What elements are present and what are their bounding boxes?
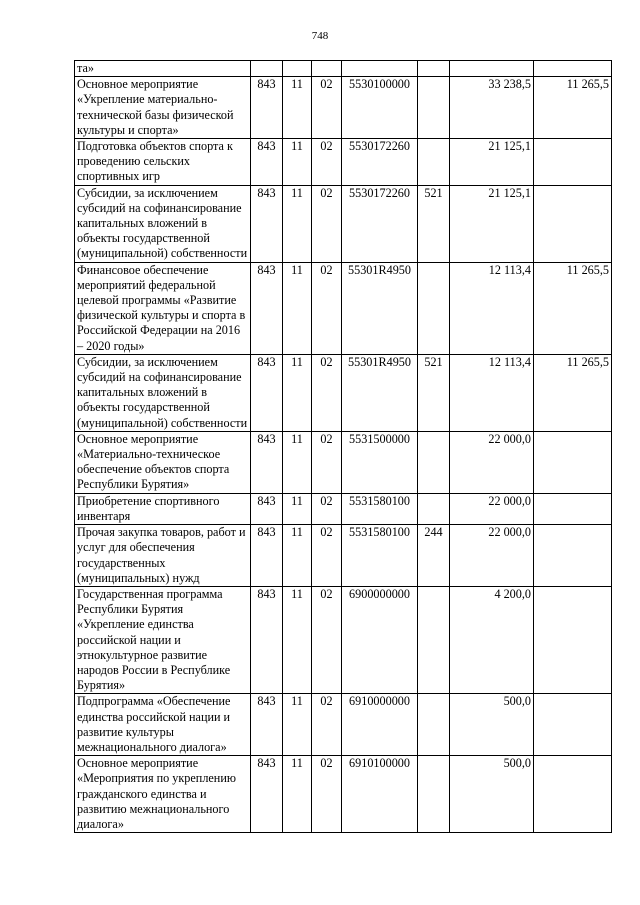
- cell-expense-type: 521: [418, 354, 450, 431]
- cell-name: та»: [75, 61, 251, 77]
- cell-admin-code: 843: [251, 586, 283, 693]
- cell-admin-code: 843: [251, 262, 283, 354]
- cell-target-article: [342, 61, 418, 77]
- cell-subsection: 02: [312, 586, 342, 693]
- cell-section: 11: [283, 354, 312, 431]
- cell-admin-code: 843: [251, 354, 283, 431]
- table-row: [75, 262, 612, 354]
- cell-section: 11: [283, 493, 312, 524]
- cell-amount-1: 22 000,0: [450, 431, 534, 493]
- table-row: [75, 586, 612, 693]
- cell-amount-2: [534, 493, 612, 524]
- cell-amount-2: 11 265,5: [534, 354, 612, 431]
- cell-expense-type: [418, 431, 450, 493]
- cell-subsection: 02: [312, 262, 342, 354]
- cell-admin-code: 843: [251, 694, 283, 756]
- cell-subsection: 02: [312, 694, 342, 756]
- cell-section: 11: [283, 586, 312, 693]
- cell-expense-type: [418, 262, 450, 354]
- cell-expense-type: [418, 586, 450, 693]
- cell-amount-1: 12 113,4: [450, 354, 534, 431]
- table-body: [75, 61, 612, 833]
- cell-expense-type: [418, 756, 450, 833]
- cell-amount-2: [534, 61, 612, 77]
- cell-name: Подготовка объектов спорта к проведению сельских спортивных игр: [75, 139, 251, 186]
- cell-amount-2: [534, 525, 612, 587]
- cell-amount-2: [534, 431, 612, 493]
- cell-name: Прочая закупка товаров, работ и услуг для обеспечения государственных (муниципальных) нужд: [75, 525, 251, 587]
- table-row: [75, 493, 612, 524]
- cell-admin-code: 843: [251, 185, 283, 262]
- cell-section: 11: [283, 525, 312, 587]
- cell-amount-1: 4 200,0: [450, 586, 534, 693]
- cell-admin-code: 843: [251, 756, 283, 833]
- cell-target-article: 5530172260: [342, 185, 418, 262]
- cell-name: Подпрограмма «Обеспечение единства российской нации и развитие культуры межнационального диалога»: [75, 694, 251, 756]
- cell-target-article: 6910000000: [342, 694, 418, 756]
- cell-admin-code: 843: [251, 431, 283, 493]
- cell-name: Субсидии, за исключением субсидий на софинансирование капитальных вложений в объекты государственной (муниципальной) собственности: [75, 354, 251, 431]
- cell-name: Основное мероприятие «Укрепление материально-технической базы физической культуры и спорта»: [75, 77, 251, 139]
- cell-section: 11: [283, 756, 312, 833]
- cell-expense-type: [418, 139, 450, 186]
- cell-amount-1: 21 125,1: [450, 185, 534, 262]
- cell-name: Основное мероприятие «Материально-техническое обеспечение объектов спорта Республики Бурятия»: [75, 431, 251, 493]
- cell-amount-1: 22 000,0: [450, 525, 534, 587]
- table-row: [75, 354, 612, 431]
- cell-expense-type: 521: [418, 185, 450, 262]
- cell-amount-1: 22 000,0: [450, 493, 534, 524]
- table-row: [75, 525, 612, 587]
- cell-admin-code: 843: [251, 493, 283, 524]
- table-row: [75, 694, 612, 756]
- cell-section: 11: [283, 431, 312, 493]
- cell-amount-1: 33 238,5: [450, 77, 534, 139]
- cell-section: 11: [283, 262, 312, 354]
- cell-expense-type: 244: [418, 525, 450, 587]
- cell-amount-1: 12 113,4: [450, 262, 534, 354]
- cell-subsection: 02: [312, 493, 342, 524]
- cell-subsection: 02: [312, 756, 342, 833]
- cell-amount-2: [534, 586, 612, 693]
- cell-admin-code: 843: [251, 139, 283, 186]
- cell-name: Приобретение спортивного инвентаря: [75, 493, 251, 524]
- cell-name: Финансовое обеспечение мероприятий федеральной целевой программы «Развитие физической культуры и спорта в Российской Федерации на 2016 – 2020 годы»: [75, 262, 251, 354]
- cell-name: Субсидии, за исключением субсидий на софинансирование капитальных вложений в объекты государственной (муниципальной) собственности: [75, 185, 251, 262]
- table-row: [75, 756, 612, 833]
- cell-subsection: 02: [312, 431, 342, 493]
- cell-amount-1: [450, 61, 534, 77]
- cell-target-article: 5530100000: [342, 77, 418, 139]
- cell-subsection: 02: [312, 525, 342, 587]
- table-row: [75, 185, 612, 262]
- cell-amount-1: 21 125,1: [450, 139, 534, 186]
- cell-amount-2: [534, 139, 612, 186]
- table-row: [75, 61, 612, 77]
- table-row: [75, 431, 612, 493]
- cell-section: 11: [283, 139, 312, 186]
- cell-target-article: 5530172260: [342, 139, 418, 186]
- table-row: [75, 139, 612, 186]
- cell-expense-type: [418, 493, 450, 524]
- cell-target-article: 5531580100: [342, 525, 418, 587]
- cell-admin-code: 843: [251, 525, 283, 587]
- cell-amount-2: [534, 694, 612, 756]
- cell-admin-code: 843: [251, 77, 283, 139]
- cell-section: [283, 61, 312, 77]
- cell-target-article: 5531500000: [342, 431, 418, 493]
- cell-target-article: 6910100000: [342, 756, 418, 833]
- cell-expense-type: [418, 61, 450, 77]
- cell-expense-type: [418, 694, 450, 756]
- cell-subsection: 02: [312, 139, 342, 186]
- cell-amount-2: 11 265,5: [534, 77, 612, 139]
- cell-expense-type: [418, 77, 450, 139]
- cell-section: 11: [283, 694, 312, 756]
- cell-target-article: 6900000000: [342, 586, 418, 693]
- cell-amount-2: [534, 185, 612, 262]
- cell-name: Государственная программа Республики Бурятия «Укрепление единства российской нации и этнокультурное развитие народов России в Республике Бурятия»: [75, 586, 251, 693]
- cell-section: 11: [283, 77, 312, 139]
- cell-subsection: [312, 61, 342, 77]
- cell-subsection: 02: [312, 77, 342, 139]
- cell-subsection: 02: [312, 354, 342, 431]
- cell-target-article: 55301R4950: [342, 262, 418, 354]
- cell-name: Основное мероприятие «Мероприятия по укреплению гражданского единства и развитию межнационального диалога»: [75, 756, 251, 833]
- cell-target-article: 55301R4950: [342, 354, 418, 431]
- cell-admin-code: [251, 61, 283, 77]
- table-row: [75, 77, 612, 139]
- cell-section: 11: [283, 185, 312, 262]
- cell-amount-1: 500,0: [450, 756, 534, 833]
- cell-amount-2: 11 265,5: [534, 262, 612, 354]
- cell-amount-2: [534, 756, 612, 833]
- cell-subsection: 02: [312, 185, 342, 262]
- cell-target-article: 5531580100: [342, 493, 418, 524]
- cell-amount-1: 500,0: [450, 694, 534, 756]
- page-number: 748: [311, 30, 329, 42]
- budget-table: [74, 60, 612, 833]
